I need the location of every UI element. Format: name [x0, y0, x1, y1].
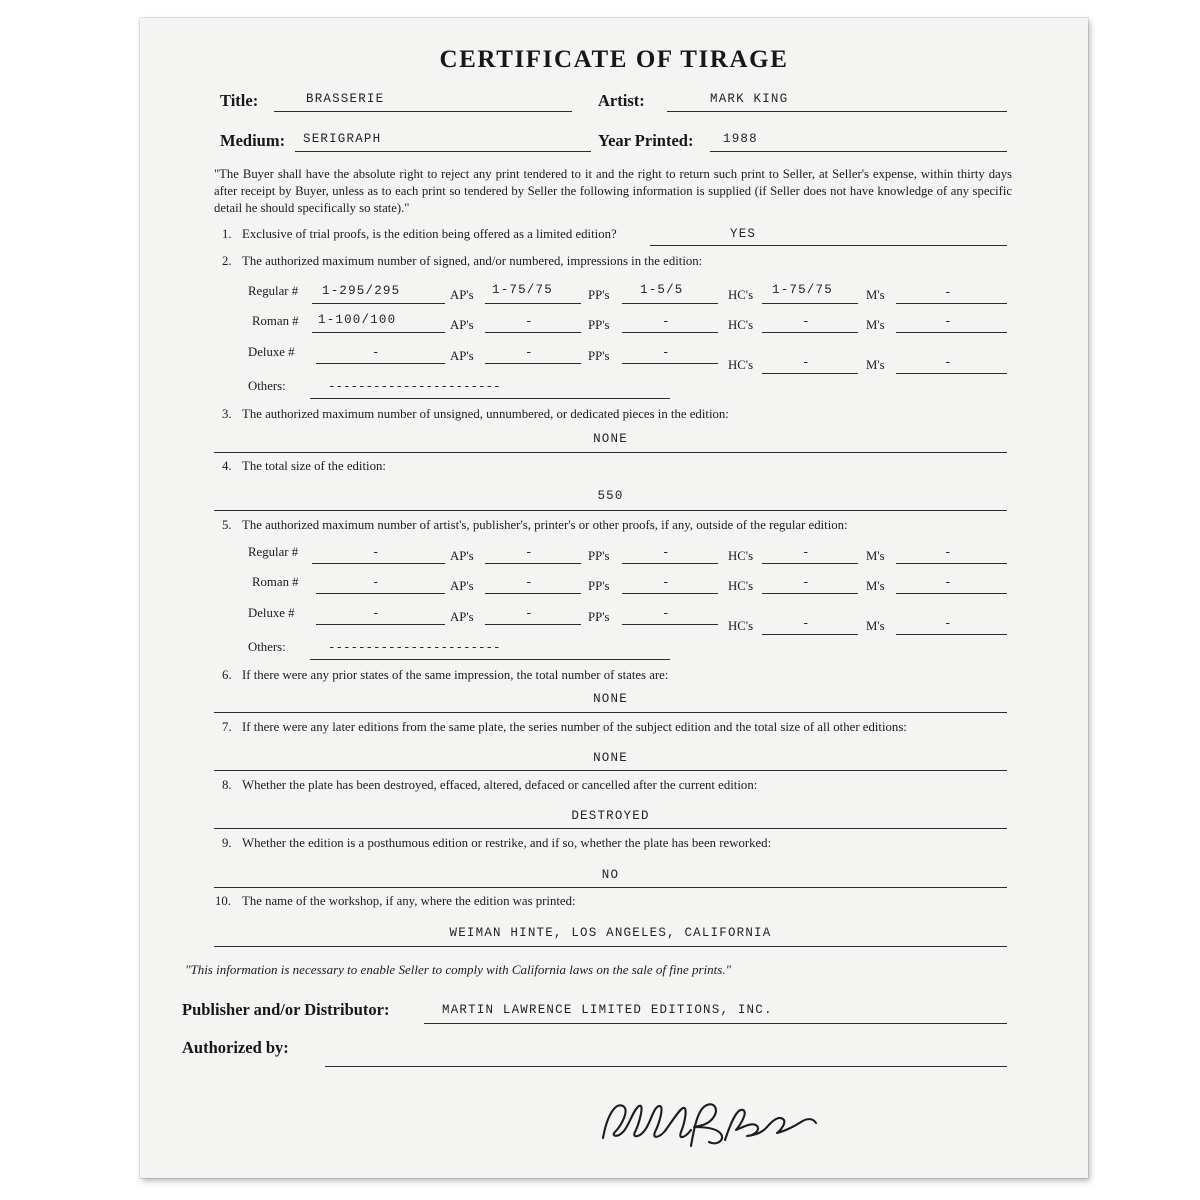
- item-6-answer: NONE: [593, 692, 628, 706]
- edition-row-2-pp: -: [662, 315, 671, 329]
- proofs-row-1-hc-rule: [762, 563, 858, 564]
- proofs-row-2-hc: -: [802, 576, 811, 590]
- proofs-row-2-hc-rule: [762, 593, 858, 594]
- compliance-note: "This information is necessary to enable Seller to comply with California laws on the sale of fine prints.": [185, 962, 732, 977]
- edition-row-2-hc-rule: [762, 332, 858, 333]
- item-4-rule: [214, 510, 1007, 511]
- edition-row-1-pp: 1-5/5: [640, 283, 684, 297]
- item-8-rule: [214, 828, 1007, 829]
- medium-label: Medium:: [220, 131, 286, 150]
- edition-row-3-hc: -: [802, 356, 811, 370]
- proofs-row-1-pp: -: [662, 546, 671, 560]
- proofs-row-1-ms-rule: [896, 563, 1007, 564]
- item-10-answer: WEIMAN HINTE, LOS ANGELES, CALIFORNIA: [449, 926, 772, 940]
- authorized-label: Authorized by:: [182, 1038, 289, 1057]
- title-value: BRASSERIE: [306, 92, 385, 106]
- item-9-answer: NO: [601, 868, 620, 882]
- proofs-row-2-number: -: [372, 576, 381, 590]
- edition-row-1-hc-rule: [762, 303, 858, 304]
- edition-row-1-number: 1-295/295: [322, 284, 401, 298]
- proofs-row-3-label: Deluxe #: [248, 606, 295, 620]
- item-3-text: The authorized maximum number of unsigned, unnumbered, or dedicated pieces in the edition:: [242, 407, 729, 421]
- publisher-value: MARTIN LAWRENCE LIMITED EDITIONS, INC.: [442, 1003, 773, 1017]
- proofs-row-3-hc-rule: [762, 634, 858, 635]
- item-8-answer: DESTROYED: [571, 809, 650, 823]
- proofs-row-2-number-rule: [316, 593, 445, 594]
- certificate-paper: [140, 18, 1088, 1178]
- proofs-row-2-label: Roman #: [252, 575, 299, 589]
- edition-row-1-pp-rule: [622, 303, 718, 304]
- item-7-rule: [214, 770, 1007, 771]
- proofs-row-3-ms-rule: [896, 634, 1007, 635]
- proofs-row-2-ap-label: AP's: [450, 579, 474, 593]
- year-rule: [710, 151, 1007, 152]
- edition-row-2-ms: -: [944, 315, 953, 329]
- item-7-number: 7.: [222, 720, 232, 734]
- edition-row-3-number-rule: [316, 363, 445, 364]
- artist-rule: [667, 111, 1007, 112]
- proofs-row-1-ap-label: AP's: [450, 549, 474, 563]
- item-4-answer: 550: [597, 489, 624, 503]
- proofs-row-3-hc: -: [802, 617, 811, 631]
- proofs-others-rule: [310, 659, 670, 660]
- edition-row-3-ms-label: M's: [866, 358, 885, 372]
- artist-label: Artist:: [598, 91, 645, 110]
- edition-row-2-ms-label: M's: [866, 318, 885, 332]
- edition-row-2-ms-rule: [896, 332, 1007, 333]
- item-6-rule: [214, 712, 1007, 713]
- proofs-row-3-ms: -: [944, 617, 953, 631]
- item-1-text: Exclusive of trial proofs, is the edition being offered as a limited edition?: [242, 227, 617, 241]
- edition-row-2-ap-rule: [485, 332, 581, 333]
- edition-row-3-hc-rule: [762, 373, 858, 374]
- proofs-row-3-pp-label: PP's: [588, 610, 610, 624]
- proofs-row-2-pp-rule: [622, 593, 718, 594]
- item-3-rule: [214, 452, 1007, 453]
- edition-row-1-ms: -: [944, 286, 953, 300]
- proofs-row-3-pp-rule: [622, 624, 718, 625]
- item-10-rule: [214, 946, 1007, 947]
- proofs-row-3-number-rule: [316, 624, 445, 625]
- edition-row-3-ap-label: AP's: [450, 349, 474, 363]
- item-4-text: The total size of the edition:: [242, 459, 386, 473]
- item-9-text: Whether the edition is a posthumous edition or restrike, and if so, whether the plate has been reworked:: [242, 836, 772, 850]
- proofs-row-1-ap-rule: [485, 563, 581, 564]
- page-title: CERTIFICATE OF TIRAGE: [439, 46, 789, 73]
- proofs-row-1-hc-label: HC's: [728, 549, 754, 563]
- title-label: Title:: [220, 91, 259, 110]
- edition-row-2-label: Roman #: [252, 314, 299, 328]
- proofs-row-3-number: -: [372, 607, 381, 621]
- medium-value: SERIGRAPH: [303, 132, 382, 146]
- edition-others-rule: [310, 398, 670, 399]
- item-10-text: The name of the workshop, if any, where the edition was printed:: [242, 894, 576, 908]
- proofs-row-1-ap: -: [525, 546, 534, 560]
- year-value: 1988: [723, 132, 758, 146]
- item-10-number: 10.: [215, 894, 231, 908]
- proofs-row-2-ms-label: M's: [866, 579, 885, 593]
- artist-value: MARK KING: [710, 92, 789, 106]
- proofs-row-2-ms-rule: [896, 593, 1007, 594]
- proofs-row-2-hc-label: HC's: [728, 579, 754, 593]
- item-7-text: If there were any later editions from the same plate, the series number of the subject edition and the total size of all other editions:: [242, 720, 907, 734]
- item-3-answer: NONE: [593, 432, 628, 446]
- edition-row-3-hc-label: HC's: [728, 358, 754, 372]
- edition-row-1-ms-label: M's: [866, 288, 885, 302]
- proofs-row-2-ms: -: [944, 576, 953, 590]
- edition-row-3-pp: -: [662, 346, 671, 360]
- proofs-row-3-ap-rule: [485, 624, 581, 625]
- proofs-row-3-hc-label: HC's: [728, 619, 754, 633]
- edition-row-3-label: Deluxe #: [248, 345, 295, 359]
- publisher-label: Publisher and/or Distributor:: [182, 1000, 390, 1019]
- edition-row-2-ap: -: [525, 315, 534, 329]
- item-6-text: If there were any prior states of the same impression, the total number of states are:: [242, 668, 669, 682]
- edition-row-2-hc: -: [802, 315, 811, 329]
- item-7-answer: NONE: [593, 751, 628, 765]
- edition-row-1-pp-label: PP's: [588, 288, 610, 302]
- edition-row-2-number-rule: [312, 332, 445, 333]
- edition-row-2-hc-label: HC's: [728, 318, 754, 332]
- item-6-number: 6.: [222, 668, 232, 682]
- edition-others-value: -----------------------: [328, 380, 501, 394]
- proofs-row-1-pp-rule: [622, 563, 718, 564]
- proofs-row-2-pp-label: PP's: [588, 579, 610, 593]
- edition-row-3-ms: -: [944, 356, 953, 370]
- edition-row-3-ms-rule: [896, 373, 1007, 374]
- signature-mark: [595, 1096, 825, 1156]
- item-1-number: 1.: [222, 227, 232, 241]
- preamble-text: "The Buyer shall have the absolute right to reject any print tendered to it and the right to return such print to Seller, at Seller's expense, within thirty days after receipt by Buyer, unless as to each print so tendered by Seller the following information is supplied (if Seller does not have knowledge of any specific detail he should specifically so state).": [214, 167, 1012, 216]
- item-1-answer: YES: [730, 227, 757, 241]
- proofs-row-2-ap-rule: [485, 593, 581, 594]
- edition-row-2-pp-rule: [622, 332, 718, 333]
- proofs-others-label: Others:: [248, 640, 286, 654]
- proofs-row-1-ms: -: [944, 546, 953, 560]
- proofs-row-3-ms-label: M's: [866, 619, 885, 633]
- edition-row-3-ap: -: [525, 346, 534, 360]
- edition-row-1-ms-rule: [896, 303, 1007, 304]
- proofs-row-1-number: -: [372, 546, 381, 560]
- item-1-rule: [650, 245, 1007, 246]
- item-4-number: 4.: [222, 459, 232, 473]
- title-rule: [274, 111, 572, 112]
- edition-row-1-label: Regular #: [248, 284, 299, 298]
- edition-row-3-ap-rule: [485, 363, 581, 364]
- item-9-number: 9.: [222, 836, 232, 850]
- edition-row-2-ap-label: AP's: [450, 318, 474, 332]
- item-3-number: 3.: [222, 407, 232, 421]
- edition-row-1-ap-rule: [485, 303, 581, 304]
- proofs-others-value: -----------------------: [328, 641, 501, 655]
- edition-row-3-pp-rule: [622, 363, 718, 364]
- proofs-row-2-ap: -: [525, 576, 534, 590]
- proofs-row-1-pp-label: PP's: [588, 549, 610, 563]
- edition-row-1-ap: 1-75/75: [492, 283, 553, 297]
- proofs-row-1-number-rule: [312, 563, 445, 564]
- item-5-number: 5.: [222, 518, 232, 532]
- proofs-row-1-hc: -: [802, 546, 811, 560]
- edition-row-1-number-rule: [312, 303, 445, 304]
- edition-row-2-pp-label: PP's: [588, 318, 610, 332]
- item-5-text: The authorized maximum number of artist's, publisher's, printer's or other proofs, if any, outside of the regular edition:: [242, 518, 848, 532]
- proofs-row-2-pp: -: [662, 576, 671, 590]
- edition-row-1-hc-label: HC's: [728, 288, 754, 302]
- edition-row-3-pp-label: PP's: [588, 349, 610, 363]
- edition-others-label: Others:: [248, 379, 286, 393]
- authorized-rule: [325, 1066, 1007, 1067]
- item-8-number: 8.: [222, 778, 232, 792]
- item-8-text: Whether the plate has been destroyed, effaced, altered, defaced or cancelled after the current edition:: [242, 778, 758, 792]
- medium-rule: [295, 151, 591, 152]
- publisher-rule: [424, 1023, 1007, 1024]
- item-2-text: The authorized maximum number of signed, and/or numbered, impressions in the edition:: [242, 254, 703, 268]
- proofs-row-3-ap: -: [525, 607, 534, 621]
- edition-row-3-number: -: [372, 346, 381, 360]
- edition-row-1-ap-label: AP's: [450, 288, 474, 302]
- proofs-row-1-ms-label: M's: [866, 549, 885, 563]
- item-2-number: 2.: [222, 254, 232, 268]
- edition-row-1-hc: 1-75/75: [772, 283, 833, 297]
- item-9-rule: [214, 887, 1007, 888]
- proofs-row-3-pp: -: [662, 607, 671, 621]
- edition-row-2-number: 1-100/100: [318, 313, 397, 327]
- certificate-sheet: [140, 18, 1088, 1178]
- year-label: Year Printed:: [598, 131, 694, 150]
- proofs-row-3-ap-label: AP's: [450, 610, 474, 624]
- proofs-row-1-label: Regular #: [248, 545, 299, 559]
